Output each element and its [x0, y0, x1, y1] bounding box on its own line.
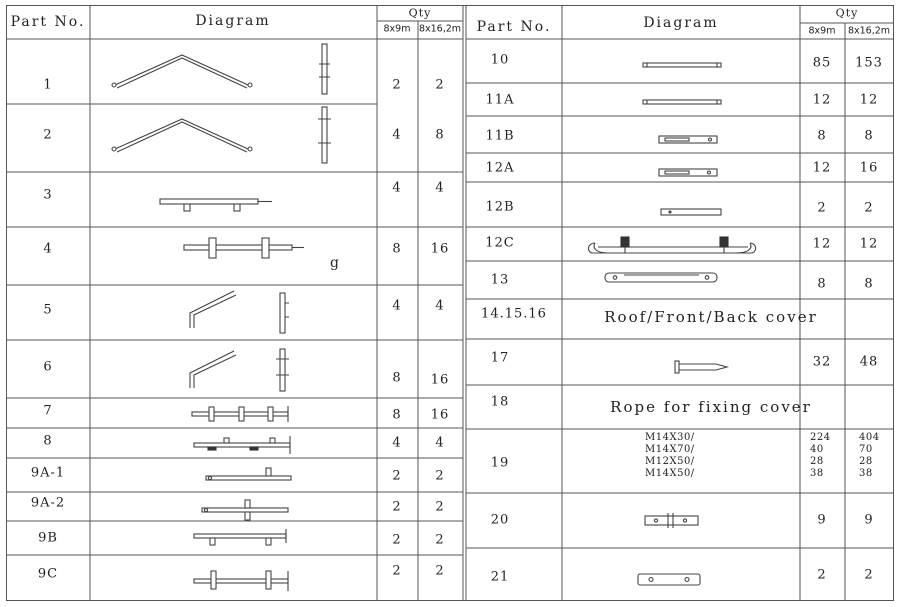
qty-8x9: 12 [812, 236, 832, 252]
part-number: 20 [490, 512, 510, 528]
qty-8x9: 4 [392, 435, 402, 451]
part-number: 2 [43, 127, 53, 143]
part-number: 8 [43, 433, 53, 449]
qty-8x9: 2 [817, 567, 827, 583]
qty-8x9: 85 [812, 55, 832, 71]
part-number: 4 [43, 241, 53, 257]
beam-with-brackets-icon [194, 436, 290, 454]
qty-8x9: 2 [392, 468, 402, 484]
part-number: 9A-2 [30, 495, 66, 511]
header-size-b-right: 8x16,2m [847, 25, 891, 37]
qty-8x9: 9 [817, 512, 827, 528]
qty-8x16: 2 [435, 77, 445, 93]
qty-8x16: 38 [859, 468, 873, 479]
header-part-no-right: Part No. [476, 19, 552, 35]
part-number: 6 [43, 359, 53, 375]
row-note: g [330, 255, 340, 271]
part-number: 9C [37, 566, 59, 582]
qty-8x16: 2 [864, 200, 874, 216]
header-part-no-left: Part No. [10, 14, 86, 30]
qty-8x16: 2 [435, 532, 445, 548]
qty-8x16: 12 [859, 92, 879, 108]
part-number: 3 [43, 187, 53, 203]
beam-with-brackets-icon [194, 529, 286, 545]
qty-8x9: 8 [392, 407, 402, 423]
tube-icon [643, 100, 721, 104]
bolt-spec: M14X70/ [645, 444, 695, 455]
beam-with-brackets-icon [194, 571, 288, 591]
short-beam-icon [206, 468, 291, 480]
qty-8x9: 2 [392, 532, 402, 548]
header-size-a-right: 8x9m [808, 25, 836, 37]
part-number: 5 [43, 302, 53, 318]
qty-8x16: 4 [435, 435, 445, 451]
qty-8x16: 2 [435, 563, 445, 579]
eave-connector-with-post-icon [190, 349, 289, 391]
qty-8x16: 8 [435, 127, 445, 143]
beam-with-two-brackets-icon [184, 238, 304, 258]
qty-8x9: 8 [817, 128, 827, 144]
qty-8x9: 12 [812, 160, 832, 176]
qty-8x9: 4 [392, 180, 402, 196]
part-number: 1 [43, 77, 53, 93]
qty-8x16: 4 [435, 298, 445, 314]
roof-rafter-with-post-icon [112, 107, 331, 163]
rounded-connector-icon [605, 273, 717, 282]
qty-8x9: 4 [392, 298, 402, 314]
bolt-qty-8x9-list [810, 432, 831, 480]
qty-8x9: 2 [392, 77, 402, 93]
part-number: 9B [38, 530, 58, 546]
header-qty-left: Qty [408, 6, 432, 20]
qty-8x16: 2 [864, 567, 874, 583]
short-beam-icon [202, 500, 288, 520]
part-number: 21 [490, 569, 510, 585]
qty-8x16: 48 [859, 354, 879, 370]
qty-8x9: 2 [392, 563, 402, 579]
qty-8x16: 12 [859, 236, 879, 252]
qty-8x9: 2 [392, 499, 402, 515]
qty-8x16: 2 [435, 499, 445, 515]
plate-icon [638, 574, 700, 585]
roof-rafter-with-post-icon [112, 44, 330, 94]
qty-8x16: 28 [859, 456, 873, 467]
part-number: 10 [490, 52, 510, 68]
part-number: 18 [490, 394, 510, 410]
part-number: 17 [490, 350, 510, 366]
right-diagrams [562, 39, 800, 601]
flat-connector-icon [659, 136, 717, 143]
bolt-spec: M12X50/ [645, 456, 695, 467]
part-number: 12B [485, 199, 515, 215]
qty-8x9: 8 [817, 276, 827, 292]
beam-with-three-brackets-icon [192, 406, 288, 422]
header-size-a-left: 8x9m [383, 23, 411, 35]
left-diagrams [90, 39, 377, 601]
qty-8x16: 16 [430, 241, 450, 257]
part-number: 14.15.16 [481, 306, 547, 322]
part-number: 12C [485, 235, 515, 251]
qty-8x16: 404 [859, 432, 880, 443]
qty-8x16: 2 [435, 468, 445, 484]
qty-8x16: 4 [435, 180, 445, 196]
qty-8x9: 8 [392, 241, 402, 257]
bolt-spec: M14X30/ [645, 432, 695, 443]
qty-8x16: 8 [864, 276, 874, 292]
tube-icon [643, 63, 721, 67]
beam-with-two-brackets-icon [160, 199, 272, 211]
qty-8x9: 40 [810, 444, 824, 455]
hook-connector-icon [588, 237, 755, 253]
bolt-qty-8x16-list [859, 432, 880, 480]
flat-bar-icon [661, 209, 721, 215]
cover-description: Roof/Front/Back cover [604, 308, 818, 326]
qty-8x9: 28 [810, 456, 824, 467]
part-number: 11B [485, 128, 515, 144]
flat-connector-icon [659, 169, 717, 176]
qty-8x9: 12 [812, 92, 832, 108]
parts-list-sheet [6, 5, 894, 601]
qty-8x9: 32 [812, 354, 832, 370]
qty-8x9: 4 [392, 127, 402, 143]
part-number: 9A-1 [30, 465, 66, 481]
qty-8x16: 16 [430, 372, 450, 388]
rope-description: Rope for fixing cover [610, 398, 812, 416]
part-number: 19 [490, 455, 510, 471]
header-qty-right: Qty [835, 6, 859, 20]
qty-8x9: 8 [392, 370, 402, 386]
qty-8x16: 153 [855, 55, 883, 71]
qty-8x9: 38 [810, 468, 824, 479]
ground-peg-icon [675, 361, 727, 373]
qty-8x9: 2 [817, 200, 827, 216]
header-diagram-left: Diagram [195, 13, 271, 29]
part-number: 13 [490, 272, 510, 288]
qty-8x16: 16 [430, 407, 450, 423]
qty-8x16: 8 [864, 128, 874, 144]
part-number: 7 [43, 403, 53, 419]
part-number: 11A [485, 92, 515, 108]
plate-connector-icon [645, 513, 698, 528]
qty-8x16: 9 [864, 512, 874, 528]
bolt-spec: M14X50/ [645, 468, 695, 479]
header-diagram-right: Diagram [643, 15, 719, 31]
eave-connector-with-post-icon [190, 291, 289, 333]
qty-8x9: 224 [810, 432, 831, 443]
header-size-b-left: 8x16,2m [418, 23, 462, 35]
part-number: 12A [485, 160, 515, 176]
qty-8x16: 16 [859, 160, 879, 176]
qty-8x16: 70 [859, 444, 873, 455]
